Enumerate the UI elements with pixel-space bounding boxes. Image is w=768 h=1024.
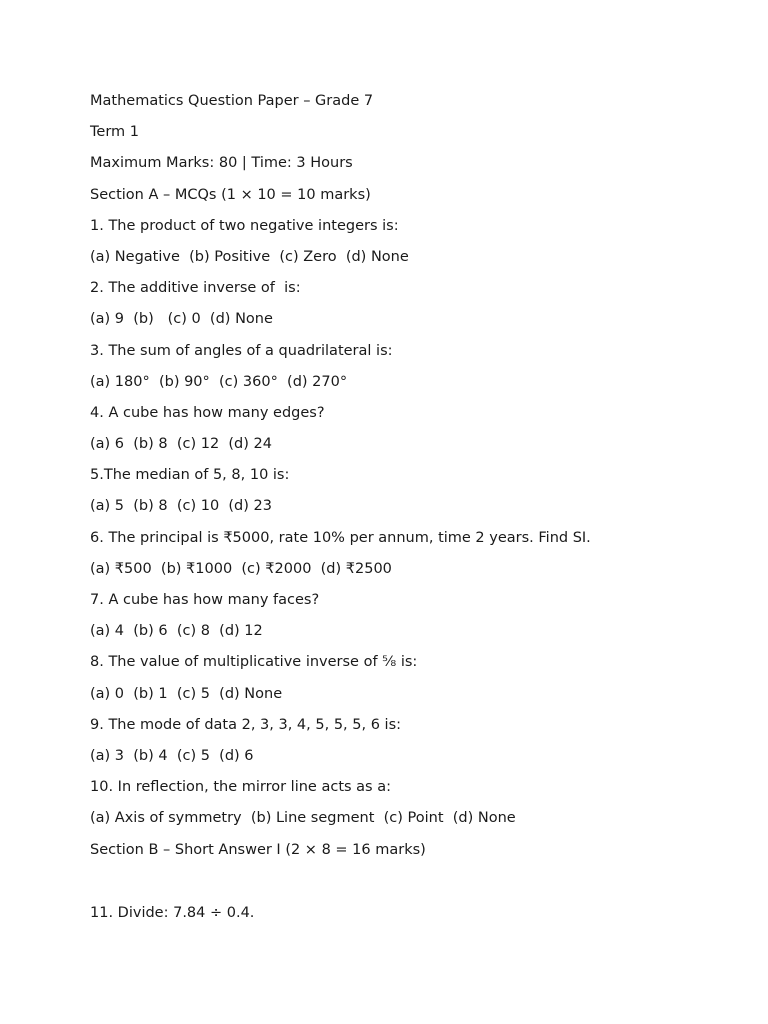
- paper-title: Mathematics Question Paper – Grade 7: [90, 93, 374, 109]
- section-b-heading: Section B – Short Answer I (2 × 8 = 16 marks): [90, 841, 426, 858]
- question-5: 5.The median of 5, 8, 10 is:: [90, 467, 290, 484]
- question-9-options: (a) 3 (b) 4 (c) 5 (d) 6: [90, 747, 254, 764]
- question-4: 4. A cube has how many edges?: [90, 404, 325, 421]
- question-10: 10. In reflection, the mirror line acts as a:: [90, 779, 391, 796]
- question-8-options: (a) 0 (b) 1 (c) 5 (d) None: [90, 685, 283, 702]
- section-a-heading: Section A – MCQs (1 × 10 = 10 marks): [90, 186, 371, 203]
- question-6: 6. The principal is ₹5000, rate 10% per annum, time 2 years. Find SI.: [90, 529, 591, 546]
- question-5-options: (a) 5 (b) 8 (c) 10 (d) 23: [90, 498, 272, 515]
- question-10-options: (a) Axis of symmetry (b) Line segment (c) Point (d) None: [90, 810, 516, 827]
- question-3-options: (a) 180° (b) 90° (c) 360° (d) 270°: [90, 373, 348, 390]
- question-7-options: (a) 4 (b) 6 (c) 8 (d) 12: [90, 623, 263, 640]
- question-3: 3. The sum of angles of a quadrilateral is:: [90, 342, 393, 359]
- term-label: Term 1: [90, 124, 139, 141]
- question-8: 8. The value of multiplicative inverse of ⅝ is:: [90, 654, 418, 671]
- question-1: 1. The product of two negative integers is:: [90, 217, 399, 234]
- question-2-options: (a) 9 (b) (c) 0 (d) None: [90, 311, 273, 328]
- question-9: 9. The mode of data 2, 3, 3, 4, 5, 5, 5, 6 is:: [90, 716, 402, 733]
- marks-time: Maximum Marks: 80 | Time: 3 Hours: [90, 155, 353, 172]
- question-paper: [90, 90, 730, 933]
- question-2: 2. The additive inverse of is:: [90, 280, 301, 297]
- question-11: 11. Divide: 7.84 ÷ 0.4.: [90, 904, 255, 921]
- question-7: 7. A cube has how many faces?: [90, 592, 320, 608]
- question-1-options: (a) Negative (b) Positive (c) Zero (d) None: [90, 248, 409, 265]
- question-4-options: (a) 6 (b) 8 (c) 12 (d) 24: [90, 436, 272, 453]
- question-6-options: (a) ₹500 (b) ₹1000 (c) ₹2000 (d) ₹2500: [90, 560, 392, 577]
